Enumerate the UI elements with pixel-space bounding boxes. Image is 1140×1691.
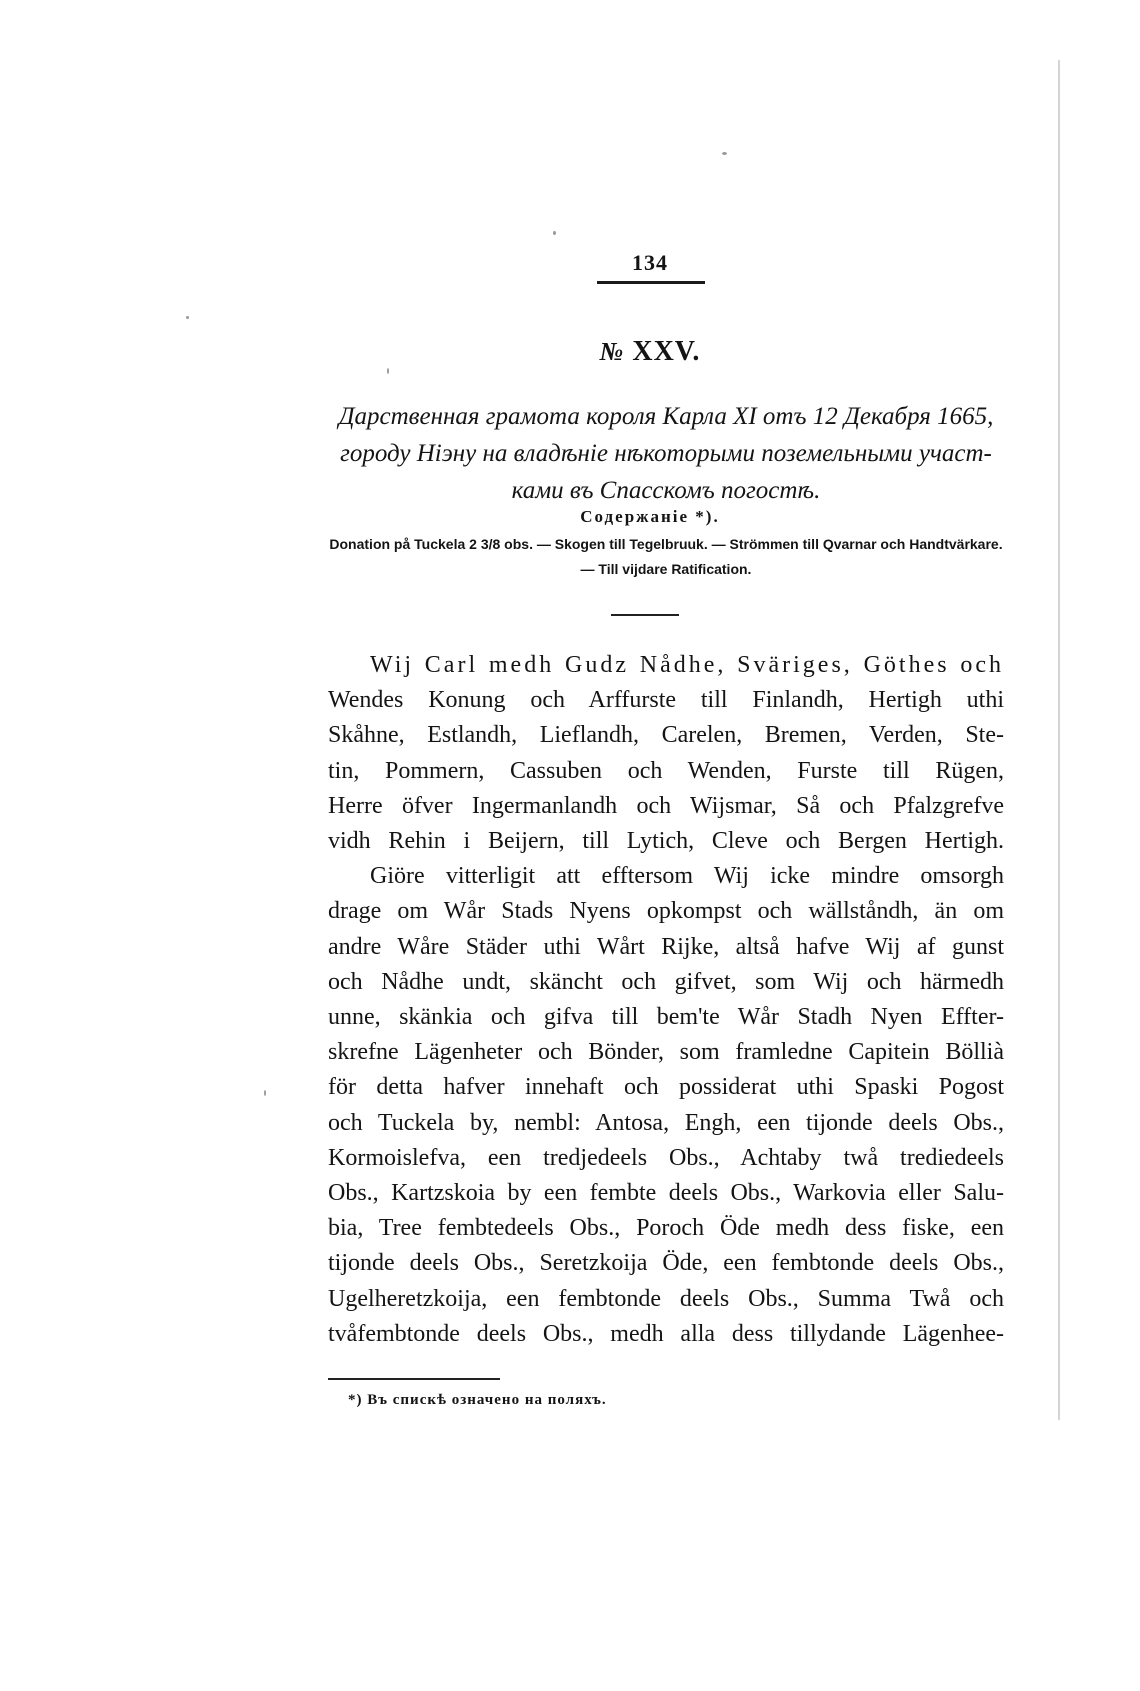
body-line: tvåfembtonde deels Obs., medh alla dess tillydande Lägenhee- [328, 1320, 1004, 1347]
document-title [328, 398, 1004, 509]
numero-sign: № [599, 337, 625, 366]
scan-speck [722, 152, 727, 155]
body-line [328, 648, 1004, 683]
section-divider [611, 614, 679, 616]
body-line: tin, Pommern, Cassuben och Wenden, Furste till Rügen, [328, 757, 1004, 784]
body-line: Ugelheretzkoija, een fembtonde deels Obs., Summa Twå och [328, 1285, 1004, 1312]
page-edge-shadow [1058, 60, 1060, 1420]
body-line: Kormoislefva, een tredjedeels Obs., Achtaby twå trediedeels [328, 1144, 1004, 1171]
page-number-rule [597, 281, 705, 284]
body-line: bia, Tree fembtedeels Obs., Poroch Öde medh dess fiske, een [328, 1215, 1004, 1242]
body-line: unne, skänkia och gifva till bem'te Wår Stadh Nyen Effter- [328, 1004, 1004, 1031]
body-line: skrefne Lägenheter och Bönder, som framledne Capitein Böllià [328, 1039, 1004, 1066]
body-line: Giöre vitterligit att efftersom Wij icke mindre omsorgh [370, 863, 1004, 890]
body-line: tijonde deels Obs., Seretzkoija Öde, een fembtonde deels Obs., [328, 1250, 1004, 1277]
scan-speck [553, 231, 556, 235]
document-title-line: ками въ Спасскомъ погостѣ. [511, 477, 821, 504]
body-line: Obs., Kartzskoia by een fembte deels Obs., Warkovia eller Salu- [328, 1180, 1004, 1207]
charter-body-text [328, 648, 1004, 1352]
body-line: och Nådhe undt, skäncht och gifvet, som Wij och härmedh [328, 968, 1004, 995]
body-line-text: Wij Carl medh Gudz Nådhe, Sväriges, Göthes och [370, 652, 1004, 678]
body-line: för detta hafver innehaft och possiderat uthi Spaski Pogost [328, 1074, 1004, 1101]
document-title-line: Дарственная грамота короля Карла XI отъ 12 Декабря 1665, [338, 403, 994, 430]
scan-speck [387, 368, 389, 374]
contents-summary: Donation på Tuckela 2 3/8 obs. — Skogen till Tegelbruuk. — Strömmen till Qvarnar och Handtvärkare. — Till vijdare Ratification. [329, 536, 1003, 577]
page-number: 134 [632, 250, 668, 275]
body-line: Skåhne, Estlandh, Lieflandh, Carelen, Bremen, Verden, Ste- [328, 722, 1004, 749]
scan-speck [186, 316, 189, 319]
contents-heading: Содержаніе *). [580, 507, 720, 526]
body-line: Wendes Konung och Arffurste till Finlandh, Hertigh uthi [328, 687, 1004, 714]
body-line: drage om Wår Stads Nyens opkompst och wällståndh, än om [328, 898, 1004, 925]
document-number [520, 336, 780, 368]
body-line: Herre öfver Ingermanlandh och Wijsmar, Så och Pfalzgrefve [328, 792, 1004, 819]
scan-speck [264, 1090, 266, 1096]
footnote: *) Въ спискѣ означено на поляхъ. [348, 1392, 607, 1408]
footnote-rule [328, 1378, 500, 1380]
body-line: och Tuckela by, nembl: Antosa, Engh, een tijonde deels Obs., [328, 1109, 1004, 1136]
body-line: vidh Rehin i Beijern, till Lytich, Cleve och Bergen Hertigh. [328, 828, 1004, 855]
document-title-line: городу Ніэну на владѣніе нѣкоторыми поземельными участ- [340, 440, 992, 467]
body-line: andre Wåre Städer uthi Wårt Rijke, altså hafve Wij af gunst [328, 933, 1004, 960]
document-roman-number: XXV. [632, 336, 701, 367]
